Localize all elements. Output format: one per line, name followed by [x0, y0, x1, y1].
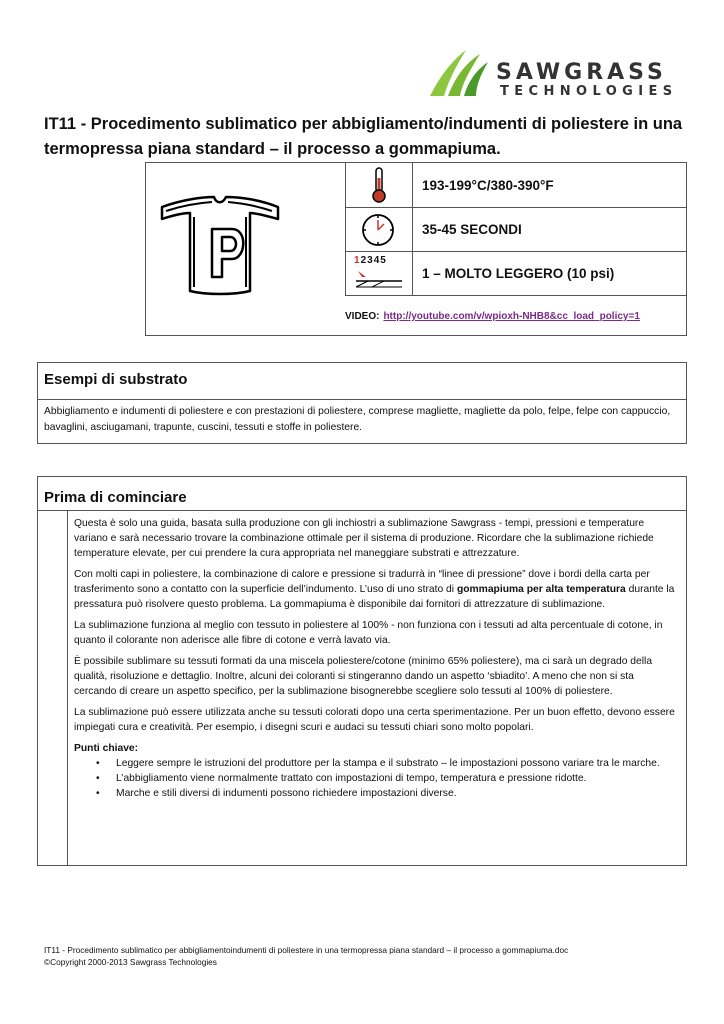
logo-wordmark: SAWGRASS [496, 60, 667, 85]
pressure-level-1: 1 [354, 255, 361, 266]
pressure-scale-icon [352, 255, 408, 291]
paragraph-2-text-a: Con molti capi in poliestere, la combinazione di calore e pressione si tradurrà in “linee di pressione” dove i bordi della carta per trasferimento sono a contatto con la superficie dell’indumento. L’uso di uno strato di [74, 569, 650, 595]
pressure-level-4: 4 [373, 255, 381, 266]
clock-icon [360, 212, 396, 248]
settings-table [145, 162, 687, 336]
bullet-icon: • [96, 758, 100, 769]
before-heading: Prima di cominciare [44, 489, 187, 506]
video-row [345, 311, 640, 322]
paragraph-1: Questa è solo una guida, basata sulla produzione con gli inchiostri a sublimazione Sawgrass - tempi, pressioni e temperature variano e sarà necessario trovare la combinazione ottimale per il sistema di produzione. Ricordare che la sublimazione richiede temperature elevate, per cui prendere la cura appropriata nel maneggiare substrati e attrezzature. [74, 518, 654, 559]
bullet-icon: • [96, 788, 100, 799]
list-item [74, 771, 678, 786]
pressure-level-3: 3 [367, 255, 374, 266]
key-points-list [74, 756, 678, 801]
pressure-value: 1 – MOLTO LEGGERO (10 psi) [422, 266, 615, 281]
key-point-text: L’abbigliamento viene normalmente trattato con impostazioni di tempo, temperatura e pressione ridotte. [116, 773, 587, 784]
logo-subtitle: TECHNOLOGIES [500, 84, 678, 99]
bullet-icon: • [96, 773, 100, 784]
footer [44, 944, 684, 968]
substrate-heading: Esempi di substrato [44, 371, 188, 388]
key-point-text: Marche e stili diversi di indumenti possono richiedere impostazioni diverse. [116, 788, 457, 799]
sawgrass-logo [426, 46, 676, 102]
pressure-level-2: 2 [360, 255, 368, 266]
paragraph-5: La sublimazione può essere utilizzata anche su tessuti colorati dopo una certa sperimentazione. Per un buon effetto, devono essere impiegati cura e creatività. Per esempio, i disegni scuri e audaci su tessuti chiari sono molto popolari. [74, 707, 675, 733]
before-content [74, 516, 678, 801]
shirt-p-icon [154, 193, 284, 297]
thermometer-icon [367, 166, 391, 204]
video-link[interactable]: http://youtube.com/v/wpioxh-NHB8&cc_load_policy=1 [383, 311, 640, 322]
paragraph-4: È possibile sublimare su tessuti formati da una miscela poliestere/cotone (minimo 65% poliestere), ma ci sarà un degrado della qualità, risoluzione e dettaglio. Inoltre, alcuni dei coloranti si stingeranno dando un aspetto ‘sbiadito’. A meno che non si sta cercando di creare un aspetto specifico, per la sublimazione bisognerebbe scegliere solo tessuti al 100% di poliestere. [74, 656, 653, 697]
time-value: 35-45 SECONDI [422, 222, 522, 237]
paragraph-2-bold: gommapiuma per alta temperatura [456, 584, 626, 595]
paragraph-2 [74, 567, 678, 612]
paragraph-2-text-b: durante la pressatura può risolvere questo problema. La gommapiuma è disponibile dai fornitori di attrezzature di sublimazione. [74, 584, 675, 610]
grass-logo-icon [426, 46, 496, 102]
key-points-title: Punti chiave: [74, 743, 139, 754]
footer-copyright: ©Copyright 2000-2013 Sawgrass Technologies [44, 957, 217, 967]
video-label: VIDEO: [345, 311, 380, 322]
key-point-text: Leggere sempre le istruzioni del produttore per la stampa e il substrato – le impostazioni possono variare tra le marche. [116, 758, 660, 769]
before-section [37, 476, 687, 866]
press-plate-icon [352, 267, 408, 291]
pressure-level-5: 5 [380, 255, 387, 266]
substrate-body: Abbigliamento e indumenti di poliestere e con prestazioni di poliestere, comprese magliette, magliette da polo, felpe, felpe con cappuccio, bavaglini, asciugamani, trapunte, cuscini, tessuti e stoffe in poliestere. [44, 406, 671, 433]
substrate-section [37, 362, 687, 444]
footer-filename: IT11 - Procedimento sublimatico per abbigliamentoindumenti di poliestere in una termopressa piana standard – il processo a gommapiuma.doc [44, 945, 569, 955]
page-title: IT11 - Procedimento sublimatico per abbigliamento/indumenti di poliestere in una termopressa piana standard – il processo a gommapiuma. [44, 115, 683, 158]
list-item [74, 786, 678, 801]
temperature-value: 193-199°C/380-390°F [422, 178, 554, 193]
list-item [74, 756, 678, 771]
paragraph-3: La sublimazione funziona al meglio con tessuto in poliestere al 100% - non funziona con i tessuti ad alta percentuale di cotone, in quanto il colorante non aderisce alle fibre di cotone e verrà lavato via. [74, 620, 663, 646]
